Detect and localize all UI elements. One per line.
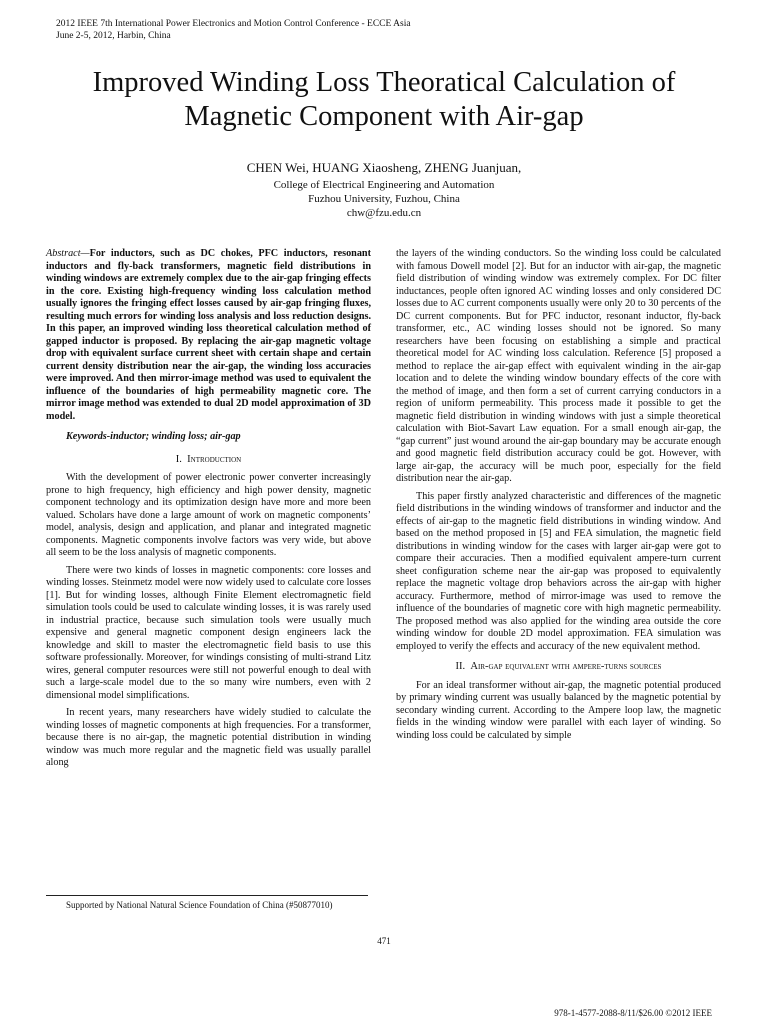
- section-number: I.: [175, 453, 182, 465]
- left-column: [46, 248, 371, 775]
- abstract-text: For inductors, such as DC chokes, PFC inductors, resonant inductors and fly-back transformers, magnetic field distributions in winding windows are extremely complex due to the air-gap fringing effects in the core. Existing high-frequency winding loss calculation method usually ignores the fringing effect losses caused by air-gap fringing fluxes, resulting much errors for winding loss analysis and loss reduction designs. In this paper, an improved winding loss theoretical calculation method of gapped inductor is proposed. By replacing the air-gap magnetic voltage drop with equivalent surface current sheet with certain shape and certain current density distribution near the air-gap, the winding loss accuracies were improved. And then mirror-image method was used to equivalent the influence of the boundaries of high permeability magnetic core. The mirror image method was extended to dual 2D model approximation of 3D model.: [46, 248, 371, 422]
- footnote: Supported by National Natural Science Foundation of China (#50877010): [66, 900, 333, 910]
- intro-paragraph-2: There were two kinds of losses in magnetic components: core losses and winding losses. Steinmetz model were now widely used to calculate core losses [1]. But for winding losses, although Finite Element electromagnetic field simulation tools could be used to calculate winding losses, it is was rarely used in industrial practice, because such simulation tools were usually much expensive and general magnetic component design engineers lack the knowledge and skill to master the electromagnetic field basis to use this software professionally. Moreover, for windings consisting of multi-strand Litz wires, general computer resources were still not powerful enough to deal with such a large-scale model due to the so many wire numbers, even with 2 dimensional model simplifications.: [46, 564, 371, 701]
- page-number: 471: [377, 936, 391, 946]
- abstract: [46, 248, 371, 423]
- section-number: II.: [455, 661, 466, 672]
- copyright-line: 978-1-4577-2088-8/11/$26.00 ©2012 IEEE: [554, 1008, 712, 1018]
- keywords: Keywords-inductor; winding loss; air-gap: [66, 431, 241, 442]
- intro-paragraph-4: This paper firstly analyzed characteristic and differences of the magnetic field distributions in the winding windows of transformer and inductor and the effects of air-gap to the magnetic field distributions in winding window. And based on the method proposed in [5] and FEA simulation, the magnetic field distributions in winding window for the cases with larger air-gap were got to compare their accuracies. Then a modified equivalent ampere-turn current sheet configuration scheme near the air-gap was proposed to equivalently replace the magnetic voltage drop behaviors across the air-gap with higher accuracy. Furthermore, method of mirror-image was used to remove the influence of the boundaries of magnetic core with high magnetic permeability. The proposed method was also applied for the winding area outside the core winding window for double 2D model approximation. FEA simulation was employed to verify the effects and accuracy of the new equivalent method.: [396, 490, 721, 652]
- footnote-divider: [46, 895, 368, 896]
- section-title: Introduction: [187, 453, 242, 465]
- paper-title: Improved Winding Loss Theoratical Calculation of Magnetic Component with Air-gap: [92, 67, 676, 132]
- conference-header: [56, 18, 411, 42]
- affiliation-university: Fuzhou University, Fuzhou, China: [308, 193, 460, 205]
- section-title: Air-gap equivalent with ampere-turns sources: [470, 661, 662, 672]
- right-column: [396, 248, 721, 747]
- authors: CHEN Wei, HUANG Xiaosheng, ZHENG Juanjuan,: [246, 160, 522, 175]
- section-heading-introduction: [46, 454, 371, 467]
- author-email: chw@fzu.edu.cn: [346, 207, 422, 219]
- section-heading-air-gap: [396, 661, 721, 674]
- section2-paragraph-1: For an ideal transformer without air-gap, the magnetic potential produced by primary winding current was usually balanced by the magnetic potential by secondary winding current. According to the Ampere loop law, the magnetic fields in the winding window were parallel with each layer of winding. So winding loss could be calculated by simple: [396, 679, 721, 741]
- conference-date: June 2-5, 2012, Harbin, China: [56, 31, 171, 41]
- intro-paragraph-continued: the layers of the winding conductors. So the winding loss could be calculated with famous Dowell model [2]. But for an inductor with air-gap, the magnetic field distribution of winding window was extremely complex. For DC filter inductances, people often ignored AC winding losses and only considered DC losses due to AC current components usually were only 20 to 30 percents of the DC current components. But for PFC inductor, resonant inductor, fly-back transformer, etc., AC winding losses should not be ignored. So many researchers have been focusing on establishing a simple and practical theoretical model for AC winding loss calculation. Reference [5] proposed a method to replace the air-gap effect with equivalent winding in the air-gap location and to delete the winding window boundary effects of the core with the method of image, and then form a set of current carrying conductors in a region of uniform permeability. This process made it possible to get the magnetic field distribution in winding windows with just a simple theoretical calculation with Biot-Savart Law equation. For a small enough air-gap, the “gap current” just wound around the air-gap boundary may be accurate enough and good magnetic field distribution accuracy could be got. However, with large air-gap, the accuracy will be much poor, especially for the field distribution near the air-gap.: [396, 248, 721, 484]
- conference-name: 2012 IEEE 7th International Power Electronics and Motion Control Conference - ECCE Asia: [56, 19, 411, 29]
- affiliation-college: College of Electrical Engineering and Automation: [273, 179, 495, 191]
- intro-paragraph-1: With the development of power electronic power converter increasingly prone to high frequency, high efficiency and high power density, magnetic component technology and its optimization design have more and more been valued. Scholars have done a large amount of work on magnetic components’ model, analysis, design and application, and planar and integrated magnetic components. Magnetic components involve factors was very wide, but above all seem to be the loss analysis of magnetic components.: [46, 472, 371, 558]
- abstract-lead: Abstract—: [46, 248, 90, 259]
- affiliation: [0, 178, 768, 220]
- intro-paragraph-3: In recent years, many researchers have widely studied to calculate the winding losses of magnetic components at high frequencies. For a transformer, because there is no air-gap, the magnetic potential distribution in winding window was much more regular and the magnetic field was usually parallel along: [46, 707, 371, 768]
